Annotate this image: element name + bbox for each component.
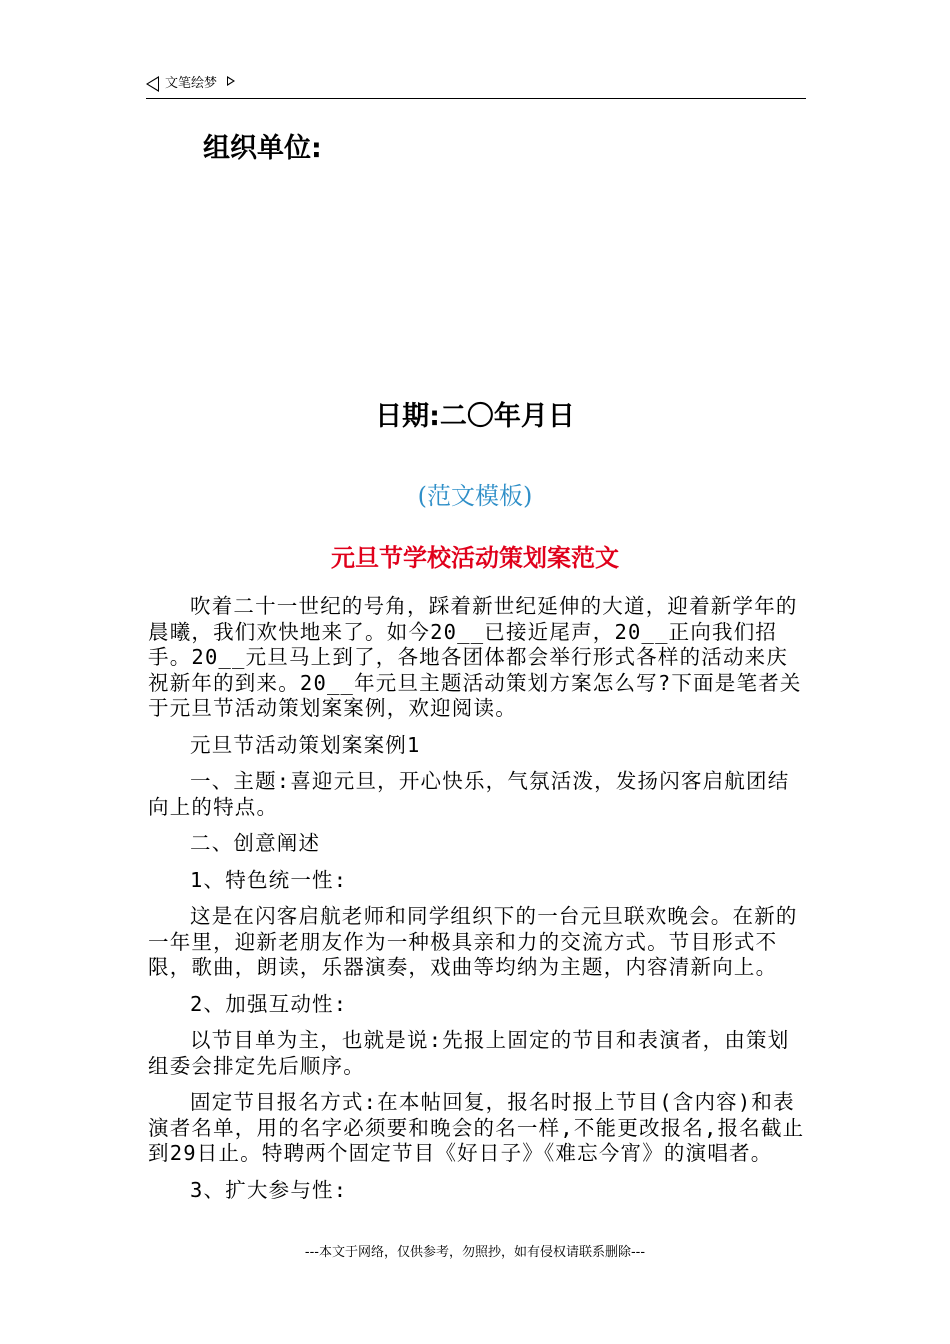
paragraph: 一、主题:喜迎元旦，开心快乐，气氛活泼，发扬闪客启航团结向上的特点。 — [148, 769, 790, 819]
header-brand: 文笔绘梦 — [165, 76, 218, 91]
paragraph: 2、加强互动性: — [190, 991, 348, 1016]
paragraph: 元旦节活动策划案案例1 — [190, 732, 421, 757]
page-header — [146, 74, 806, 99]
document-body — [148, 594, 806, 1214]
paragraph: 1、特色统一性: — [190, 867, 348, 892]
paragraph: 吹着二十一世纪的号角，踩着新世纪延伸的大道，迎着新学年的晨曦，我们欢快地来了。如今20__已接近尾声，20__正向我们招手。20__元旦马上到了，各地各团体都会举行形式各样的活动来庆祝新年的到来。20__年元旦主题活动策划方案怎么写?下面是笔者关于元旦节活动策划案案例，欢迎阅读。 — [148, 594, 802, 720]
paragraph: 固定节目报名方式:在本帖回复，报名时报上节目(含内容)和表演者名单，用的名字必须要和晚会的名一样,不能更改报名,报名截止到29日止。特聘两个固定节目《好日子》《难忘今宵》的演唱者。 — [148, 1090, 805, 1165]
document-title: 元旦节学校活动策划案范文 — [331, 544, 619, 572]
paragraph: 以节目单为主，也就是说:先报上固定的节目和表演者，由策划组委会排定先后顺序。 — [148, 1028, 790, 1078]
triangle-left-icon — [146, 76, 159, 92]
template-label: (范文模板) — [417, 482, 533, 510]
paragraph: 这是在闪客启航老师和同学组织下的一台元旦联欢晚会。在新的一年里，迎新老朋友作为一种极具亲和力的交流方式。节目形式不限，歌曲，朗读，乐器演奏，戏曲等均纳为主题，内容清新向上。 — [148, 904, 798, 979]
paragraph: 二、创意阐述 — [190, 831, 321, 855]
header-brand-group — [146, 74, 235, 94]
footer-notice: ---本文于网络，仅供参考，勿照抄，如有侵权请联系删除--- — [304, 1245, 646, 1260]
triangle-right-icon — [227, 76, 235, 86]
org-label: 组织单位: — [203, 133, 322, 164]
paragraph: 3、扩大参与性: — [190, 1177, 348, 1202]
date-label: 日期:二〇年月日 — [375, 401, 575, 432]
